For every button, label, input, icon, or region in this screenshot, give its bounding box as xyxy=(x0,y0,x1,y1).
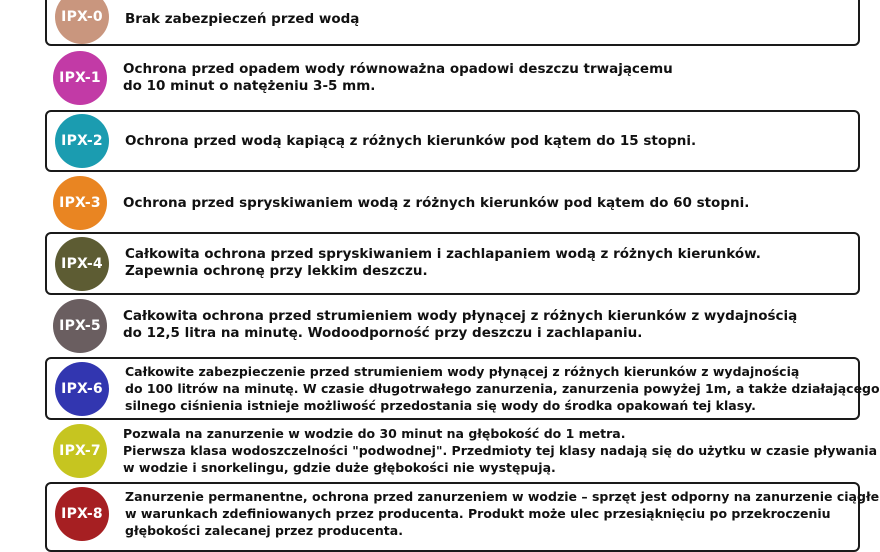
rating-description: Ochrona przed spryskiwaniem wodą z różnych kierunków pod kątem do 60 stopni. xyxy=(123,194,750,211)
rating-description: Całkowita ochrona przed spryskiwaniem i zachlapaniem wodą z różnych kierunków. Zapewnia ochronę przy lekkim deszczu. xyxy=(125,246,761,279)
rating-badge: IPX-5 xyxy=(53,299,107,353)
rating-row-ipx-8 xyxy=(45,482,880,552)
rating-row-ipx-5 xyxy=(45,296,860,356)
rating-badge: IPX-1 xyxy=(53,51,107,105)
rating-badge: IPX-0 xyxy=(55,0,109,44)
rating-description: Zanurzenie permanentne, ochrona przed zanurzeniem w wodzie – sprzęt jest odporny na zanurzenie ciągłe w warunkach zdefiniowanych przez producenta. Produkt może ulec przesiąknięciu po przekroczeniu głębokości zalecanej przez producenta. xyxy=(125,489,880,538)
rating-badge: IPX-3 xyxy=(53,176,107,230)
rating-row-ipx-0 xyxy=(45,0,860,46)
rating-description: Brak zabezpieczeń przed wodą xyxy=(125,10,360,27)
rating-description: Pozwala na zanurzenie w wodzie do 30 minut na głębokość do 1 metra. Pierwsza klasa wodoszczelności "podwodnej". Przedmioty tej klasy nadają się do użytku w czasie pływania w wodzie i snorkelingu, gdzie duże głębokości nie występują. xyxy=(123,426,878,475)
rating-description: Całkowite zabezpieczenie przed strumieniem wody płynącej z różnych kierunków z wydajnością do 100 litrów na minutę. W czasie długotrwałego zanurzenia, zanurzenia powyżej 1m, a także działającego silnego ciśnienia istnieje możliwość przedostania się wody do środka opakowań tej klasy. xyxy=(125,364,880,413)
rating-description: Całkowita ochrona przed strumieniem wody płynącej z różnych kierunków z wydajnością do 12,5 litra na minutę. Wodoodporność przy deszczu i zachlapaniu. xyxy=(123,308,798,341)
rating-description: Ochrona przed wodą kapiącą z różnych kierunków pod kątem do 15 stopni. xyxy=(125,132,697,149)
rating-row-ipx-7 xyxy=(45,421,878,481)
rating-badge: IPX-7 xyxy=(53,424,107,478)
rating-row-ipx-4 xyxy=(45,232,860,295)
rating-row-ipx-6 xyxy=(45,357,880,420)
rating-row-ipx-2 xyxy=(45,110,860,172)
rating-badge: IPX-4 xyxy=(55,237,109,291)
rating-badge: IPX-8 xyxy=(55,487,109,541)
rating-row-ipx-1 xyxy=(45,48,860,108)
rating-description: Ochrona przed opadem wody równoważna opadowi deszczu trwającemu do 10 minut o natężeniu 3-5 mm. xyxy=(123,61,673,94)
rating-badge: IPX-6 xyxy=(55,362,109,416)
rating-row-ipx-3 xyxy=(45,174,860,232)
rating-badge: IPX-2 xyxy=(55,114,109,168)
